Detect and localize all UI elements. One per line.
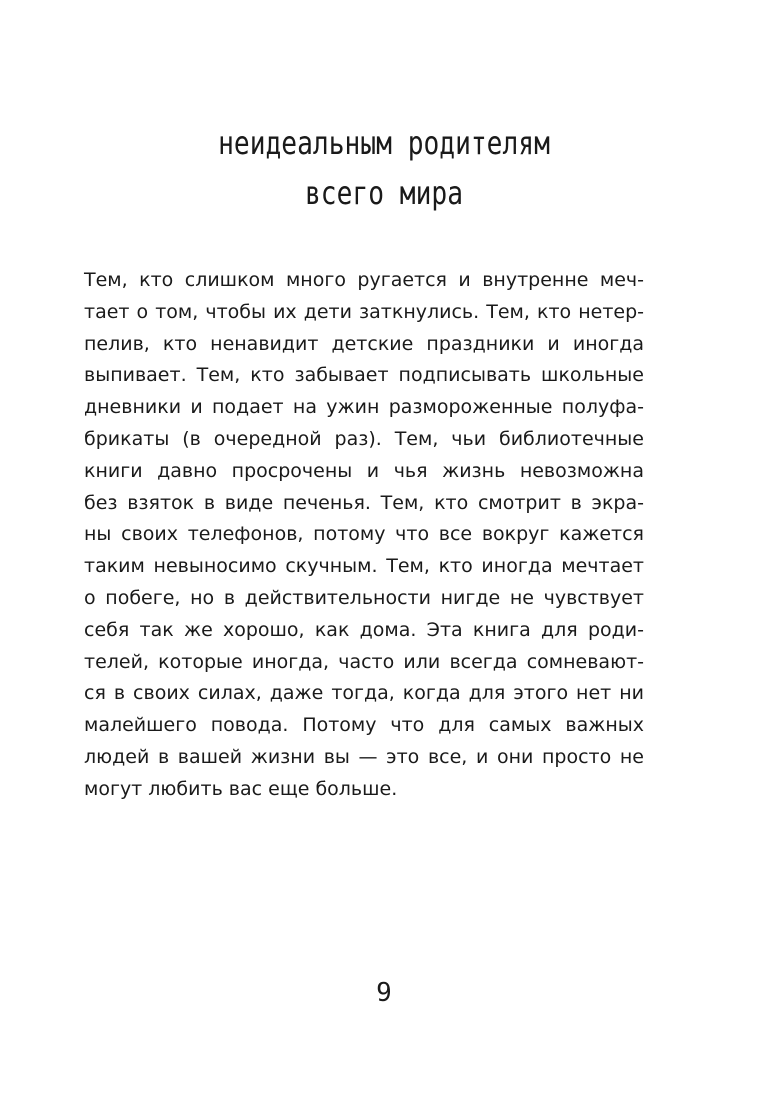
paragraph-line: себя так же хорошо, как дома. Эта книга для роди- — [84, 618, 644, 641]
paragraph-line: Тем, кто слишком много ругается и внутренне меч- — [84, 269, 644, 291]
paragraph-line: ны своих телефонов, потому что все вокруг кажется — [84, 523, 644, 546]
paragraph-line: людей в вашей жизни вы — это все, и они просто не — [84, 745, 644, 768]
paragraph-line: таким невыносимо скучным. Тем, кто иногда мечтает — [84, 555, 644, 578]
paragraph-line: книги давно просрочены и чья жизнь невозможна — [84, 459, 644, 482]
paragraph-line: выпивает. Тем, кто забывает подписывать школьные — [84, 364, 644, 387]
paragraph-line: пелив, кто ненавидит детские праздники и иногда — [84, 332, 644, 355]
paragraph-line: дневники и подает на ужин размороженные полуфа- — [84, 396, 644, 419]
paragraph-line: о побеге, но в действительности нигде не чувствует — [84, 586, 644, 609]
paragraph-line: телей, которые иногда, часто или всегда сомневают- — [84, 650, 644, 673]
dedication-title-line-1: неидеальным родителям — [218, 124, 550, 162]
paragraph-line-last: могут любить вас еще больше. — [84, 777, 398, 800]
dedication-paragraph — [84, 265, 644, 806]
dedication-title — [69, 118, 699, 218]
paragraph-line: ся в своих силах, даже тогда, когда для этого нет ни — [84, 682, 644, 705]
dedication-title-line-2: всего мира — [305, 174, 463, 212]
page-number: 9 — [376, 978, 392, 1008]
paragraph-line: тает о том, чтобы их дети заткнулись. Тем, кто нетер- — [84, 300, 644, 323]
paragraph-line: малейшего повода. Потому что для самых важных — [84, 714, 644, 737]
paragraph-line: брикаты (в очередной раз). Тем, чьи библиотечные — [84, 427, 644, 450]
paragraph-line: без взяток в виде печенья. Тем, кто смотрит в экра- — [84, 491, 644, 514]
